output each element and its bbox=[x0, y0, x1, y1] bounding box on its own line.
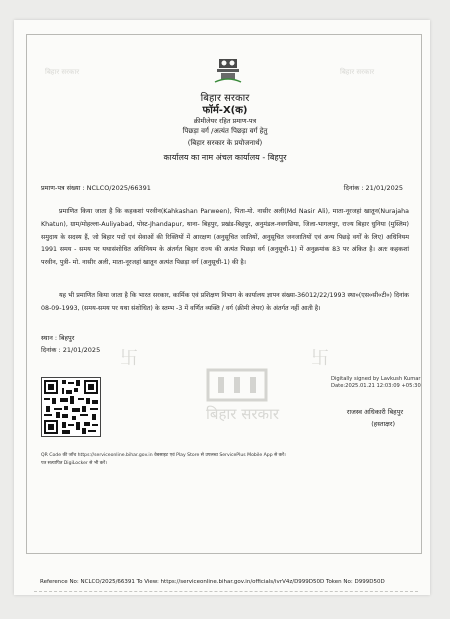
watermark-symbol-right: 卐 bbox=[311, 348, 329, 369]
certificate-type: क्रीमीलेयर रहित प्रमाण-पत्र bbox=[193, 117, 257, 125]
certificate-number: प्रमाण-पत्र संख्या : NCLCO/2025/66391 bbox=[41, 184, 151, 192]
qr-note-1: QR Code की जाँच https://serviceonline.bihar.gov.in वेबसाइट एवं Play Store से उपलब्ध ServicePlus Mobile App से करें। bbox=[41, 453, 286, 458]
watermark-text-top-right: बिहार सरकार bbox=[340, 68, 375, 76]
footer-divider bbox=[34, 591, 418, 592]
qr-note-2: पत्र सत्यापित DigiLocker से भी करें। bbox=[41, 461, 107, 466]
certificate-paragraph-1: प्रमाणित किया जाता है कि कहकशां परवीन(Kahkashan Parween), पिता-मो. नासीर अली(Md Nasir Ali), माता-नूरजहां खातून(Nurajaha Khatun), ग्राम/मोहल्ला-Auliyabad, पोस्ट-Jhandapur, थाना- बिहपुर, प्रखंड-बिहपुर, अनुमंडल-नवगछिया, जिला-भागलपुर, राज्य बिहार धुनिया (मुस्लिम) समुदाय के सदस्य हैं, जो बिहार पदों एवं सेवाओं की रिक्तियों में आरक्षण (अनुसूचित जातियों, अनुसूचित जनजातियों एवं अन्य पिछड़े वर्गों के लिए) अधिनियम 1991 समय - समय पर यथासंशोधित अधिनियम के अंतर्गत बिहार राज्य की अत्यंत पिछड़ा वर्ग (अनुसूची-1) में अनुक्रमांक 83 पर अंकित है। अतः कहकशां परवीन, पुत्री- मो. नासीर अली, माता-नूरजहां खातून अत्यंत पिछड़ा वर्ग (अनुसूची-1) की है। bbox=[41, 208, 409, 267]
certificate-paragraph-2: यह भी प्रमाणित किया जाता है कि भारत सरकार, कार्मिक एवं प्रशिक्षण विभाग के कार्यालय ज्ञापन संख्या-36012/22/1993 स्था०(एस०सी०टी०) दिनांक 08-09-1993, (समय-समय पर यथा संशोधित) के स्तम्भ -3 में वर्णित व्यक्ति / वर्ग (क्रीमी लेयर) के अंतर्गत नहीं आती है। bbox=[41, 292, 409, 312]
watermark-emblem-icon bbox=[206, 368, 268, 402]
place-label: स्थान : बिहपुर bbox=[41, 334, 75, 342]
digital-signature-name: Digitally signed by Lavkush Kumar bbox=[331, 376, 421, 382]
purpose-line: (बिहार सरकार के प्रयोजनार्थ) bbox=[187, 139, 263, 147]
office-name: कार्यालय का नाम अंचल कार्यालय - बिहपुर bbox=[163, 153, 287, 162]
category-line: पिछड़ा वर्ग /अत्यंत पिछड़ा वर्ग हेतु bbox=[182, 127, 268, 135]
place-date-label: दिनांक : 21/01/2025 bbox=[41, 346, 101, 354]
qr-code bbox=[41, 377, 101, 437]
watermark-text-bottom: बिहार सरकार bbox=[206, 405, 280, 423]
certificate-date: दिनांक : 21/01/2025 bbox=[343, 184, 403, 192]
signature-label: (हस्ताक्षर) bbox=[371, 420, 395, 428]
form-name: फॉर्म-X(क) bbox=[202, 105, 248, 116]
emblem-icon bbox=[213, 56, 243, 84]
watermark-symbol-left: 卐 bbox=[120, 348, 138, 369]
signing-officer: राजस्व अधिकारी बिहपुर bbox=[346, 408, 403, 416]
government-title: बिहार सरकार bbox=[200, 93, 250, 104]
watermark-text-top-left: बिहार सरकार bbox=[45, 68, 80, 76]
reference-footer: Reference No: NCLCO/2025/66391 To View: https://serviceonline.bihar.gov.in/officials/ivrV4z/D999D50D Token No: D999D50D bbox=[40, 579, 385, 585]
digital-signature-date: Date:2025.01.21 12:03:09 +05:30 bbox=[331, 383, 421, 389]
